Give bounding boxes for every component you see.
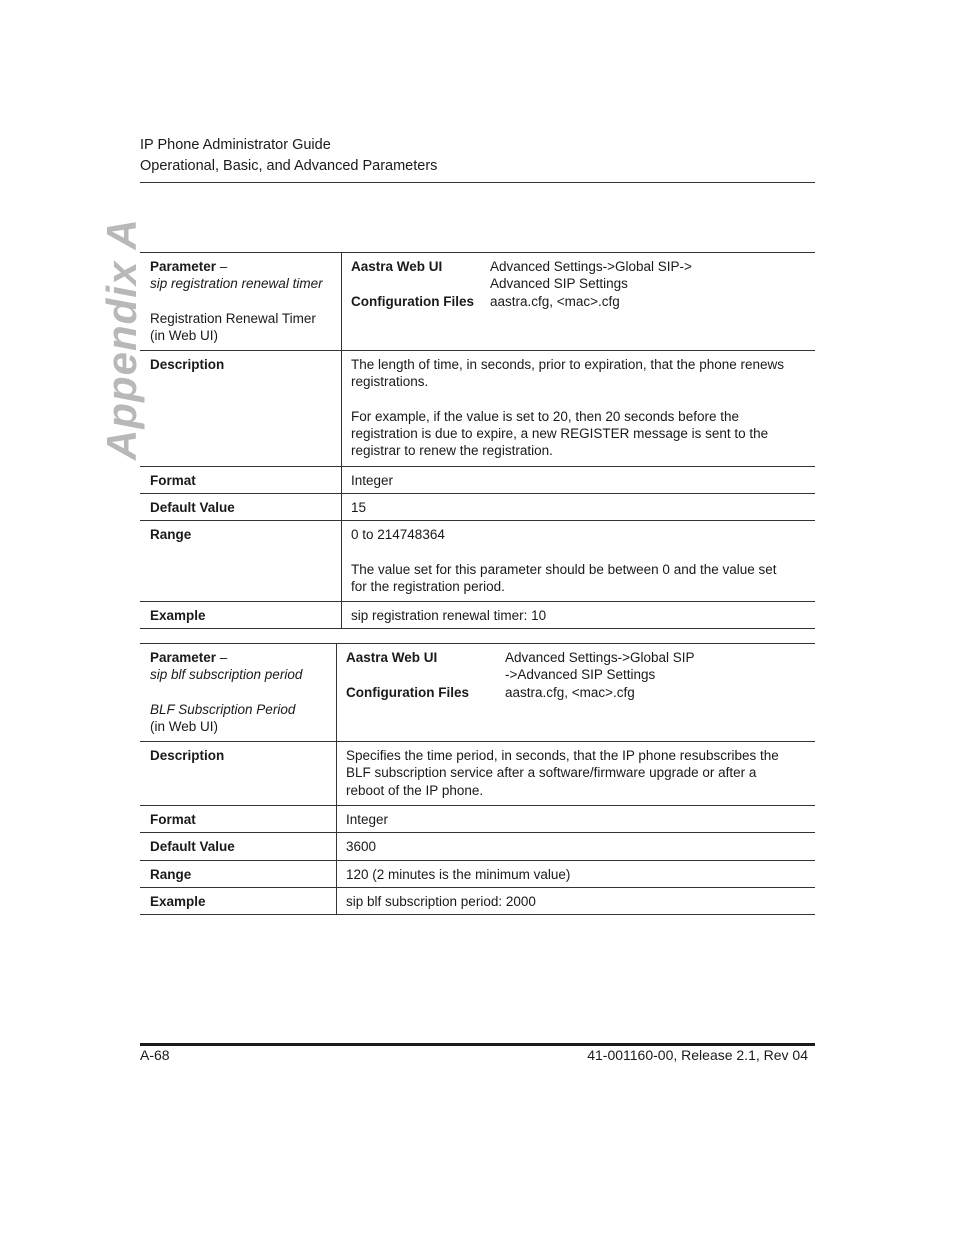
footer-divider [140,1043,815,1046]
location-cell [342,253,816,351]
description-line: reboot of the IP phone. [346,782,484,798]
row-label: Default Value [140,493,342,520]
table-row [140,742,815,806]
parameter-label: Parameter [150,259,217,274]
range-note: The value set for this parameter should be between 0 and the value set [351,561,777,577]
row-label: Example [140,602,342,629]
page-header [140,135,437,177]
document-id: 41-001160-00, Release 2.1, Rev 04 [587,1047,808,1063]
row-label: Format [140,466,342,493]
description-line: registrar to renew the registration. [351,443,553,459]
table-row [140,466,815,493]
description-line: BLF subscription service after a software/firmware upgrade or after a [346,765,757,781]
config-files-value: aastra.cfg, <mac>.cfg [490,293,620,309]
table-row [140,351,815,466]
parameter-table-blf-subscription [140,643,815,915]
row-label: Description [140,351,342,466]
page-number: A-68 [140,1047,170,1063]
aastra-web-ui-path-1: Advanced Settings->Global SIP [505,650,695,665]
table-row [140,806,815,833]
webui-name: BLF Subscription Period [150,701,296,717]
config-files-label: Configuration Files [351,293,474,309]
table-row [140,521,815,602]
appendix-side-tab: Appendix A [98,218,145,460]
parameter-label: Parameter [150,650,217,665]
aastra-web-ui-path-2: ->Advanced SIP Settings [505,667,656,683]
range-value: 0 to 214748364 [351,527,445,543]
row-label: Range [140,521,342,602]
description-line: The length of time, in seconds, prior to expiration, that the phone renews [351,357,785,373]
table-row [140,602,815,629]
table-row [140,887,815,914]
webui-name: Registration Renewal Timer [150,310,316,326]
description-line: For example, if the value is set to 20, then 20 seconds before the [351,408,739,424]
description-line: Specifies the time period, in seconds, that the IP phone resubscribes the [346,748,779,764]
row-value: 3600 [337,833,816,860]
location-cell [337,644,816,742]
parameter-name: sip registration renewal timer [150,276,323,292]
row-value: sip blf subscription period: 2000 [337,887,816,914]
parameter-name: sip blf subscription period [150,667,303,683]
aastra-web-ui-label: Aastra Web UI [346,650,438,665]
row-value: 15 [342,493,816,520]
header-divider [140,182,815,183]
aastra-web-ui-label: Aastra Web UI [351,259,443,274]
config-files-value: aastra.cfg, <mac>.cfg [505,684,635,700]
row-value [342,351,816,466]
parameter-dash: – [216,650,228,665]
table-row [140,493,815,520]
webui-suffix: (in Web UI) [150,718,219,734]
table-row [140,833,815,860]
row-value: sip registration renewal timer: 10 [342,602,816,629]
range-note: for the registration period. [351,578,505,594]
row-value: 120 (2 minutes is the minimum value) [337,860,816,887]
row-value [342,521,816,602]
header-title: IP Phone Administrator Guide [140,137,331,153]
config-files-label: Configuration Files [346,684,469,700]
parameter-cell [140,644,337,742]
aastra-web-ui-path-2: Advanced SIP Settings [490,276,628,292]
description-line: registration is due to expire, a new REGISTER message is sent to the [351,426,769,442]
parameter-cell [140,253,342,351]
description-line: registrations. [351,374,429,390]
row-value: Integer [337,806,816,833]
row-value: Integer [342,466,816,493]
table-row [140,860,815,887]
parameter-table-registration-renewal [140,252,815,629]
row-label: Format [140,806,337,833]
parameter-dash: – [216,259,228,274]
table-header-row [140,644,815,742]
header-subtitle: Operational, Basic, and Advanced Parameters [140,158,438,174]
webui-suffix: (in Web UI) [150,327,219,343]
row-label: Description [140,742,337,806]
row-label: Default Value [140,833,337,860]
row-label: Range [140,860,337,887]
aastra-web-ui-path-1: Advanced Settings->Global SIP-> [490,259,692,274]
row-label: Example [140,887,337,914]
table-header-row [140,253,815,351]
row-value [337,742,816,806]
